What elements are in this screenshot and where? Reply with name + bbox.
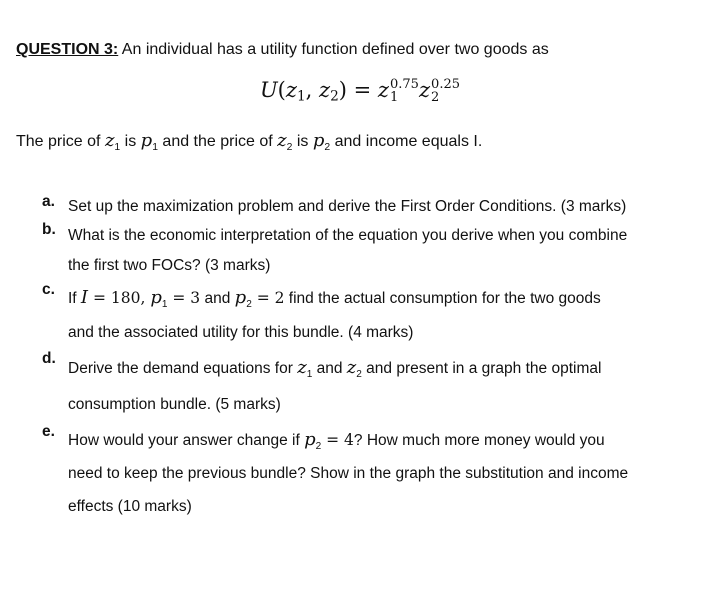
prices-text-3: and the price of (157, 133, 278, 150)
comma: , (305, 78, 319, 102)
item-letter: d. (42, 350, 56, 367)
item-text: Set up the maximization problem and derive the First Order Conditions. (3 marks) (68, 198, 627, 215)
var-z1: z (297, 357, 307, 378)
exponent-z2 (431, 79, 460, 104)
prices-p2-sub: 2 (324, 142, 331, 154)
sub-question-c (42, 281, 702, 350)
prices-text-1: The price of (16, 133, 105, 150)
item-text: What is the economic interpretation of the equation you derive when you combine (68, 227, 628, 244)
item-text (68, 281, 702, 316)
var-p1: p (150, 287, 162, 308)
text: and (312, 360, 347, 377)
eq-p2: = 2 (251, 289, 285, 307)
item-text (68, 423, 702, 457)
var-p2: p (304, 429, 316, 450)
sub-z1: 1 (306, 369, 313, 381)
text: Derive the demand equations for (68, 360, 298, 377)
item-text: effects (10 marks) (68, 498, 192, 515)
prices-text-4: is (292, 133, 313, 150)
item-text: consumption bundle. (5 marks) (68, 396, 281, 413)
var-z2: z (318, 78, 331, 102)
prices-p2: p (312, 130, 325, 151)
item-text (68, 350, 702, 387)
eq-p2: = 4 (321, 431, 354, 449)
item-letter: c. (42, 281, 55, 298)
exp-z2: 0.25 (431, 77, 461, 93)
question-header (16, 40, 549, 60)
prices-z1-sub: 1 (114, 142, 121, 154)
var-z1-power: z (377, 78, 389, 102)
text: and present in a graph the optimal (361, 360, 602, 377)
utility-symbol: U (259, 78, 278, 102)
prices-z1: z (104, 130, 115, 151)
item-letter: b. (42, 221, 56, 238)
sub-z2: 2 (330, 88, 339, 105)
item-text: the first two FOCs? (3 marks) (68, 257, 271, 274)
paren-close: ) (338, 78, 347, 102)
item-letter: e. (42, 423, 55, 440)
prices-text-2: is (120, 133, 141, 150)
sub-z1-power: 1 (389, 89, 399, 105)
prices-z2-sub: 2 (286, 142, 293, 154)
sub-p2: 2 (246, 299, 252, 311)
sub-z1: 1 (296, 88, 306, 105)
var-p2: p (234, 287, 247, 308)
prices-sentence (16, 130, 482, 153)
var-income: I (80, 287, 89, 308)
item-letter: a. (42, 193, 55, 210)
text: If (68, 290, 81, 307)
sub-z2: 2 (356, 369, 362, 381)
question-intro: An individual has a utility function defined over two goods as (118, 41, 549, 58)
sub-question-b (42, 221, 702, 281)
prices-text-5: and income equals I. (330, 133, 483, 150)
var-z1: z (285, 78, 297, 102)
prices-p1: p (140, 130, 153, 151)
sub-question-d (42, 350, 702, 423)
sub-z2-power: 2 (431, 89, 440, 105)
utility-function (0, 76, 720, 104)
text: and (200, 290, 235, 307)
exp-z1: 0.75 (389, 77, 419, 93)
sub-question-a (42, 193, 702, 221)
equals-sign: = (346, 78, 378, 102)
text: How would your answer change if (68, 432, 305, 449)
sub-p1: 1 (161, 299, 168, 311)
question-label: QUESTION 3: (16, 41, 119, 58)
paren-open: ( (277, 78, 286, 102)
sub-p2: 2 (315, 441, 322, 453)
prices-z2: z (277, 130, 287, 151)
eq-p1: = 3 (167, 289, 201, 307)
text: ? How much more money would you (353, 432, 605, 449)
sub-question-e (42, 423, 702, 523)
item-text: and the associated utility for this bundle. (4 marks) (68, 324, 414, 341)
exponent-z1 (390, 79, 419, 104)
text: find the actual consumption for the two goods (284, 290, 601, 307)
prices-p1-sub: 1 (152, 142, 158, 154)
item-text: need to keep the previous bundle? Show in the graph the substitution and income (68, 465, 629, 482)
var-z2-power: z (418, 78, 431, 102)
eq-income: = 180, (88, 289, 151, 307)
var-z2: z (346, 357, 357, 378)
sub-questions-list (42, 193, 702, 523)
